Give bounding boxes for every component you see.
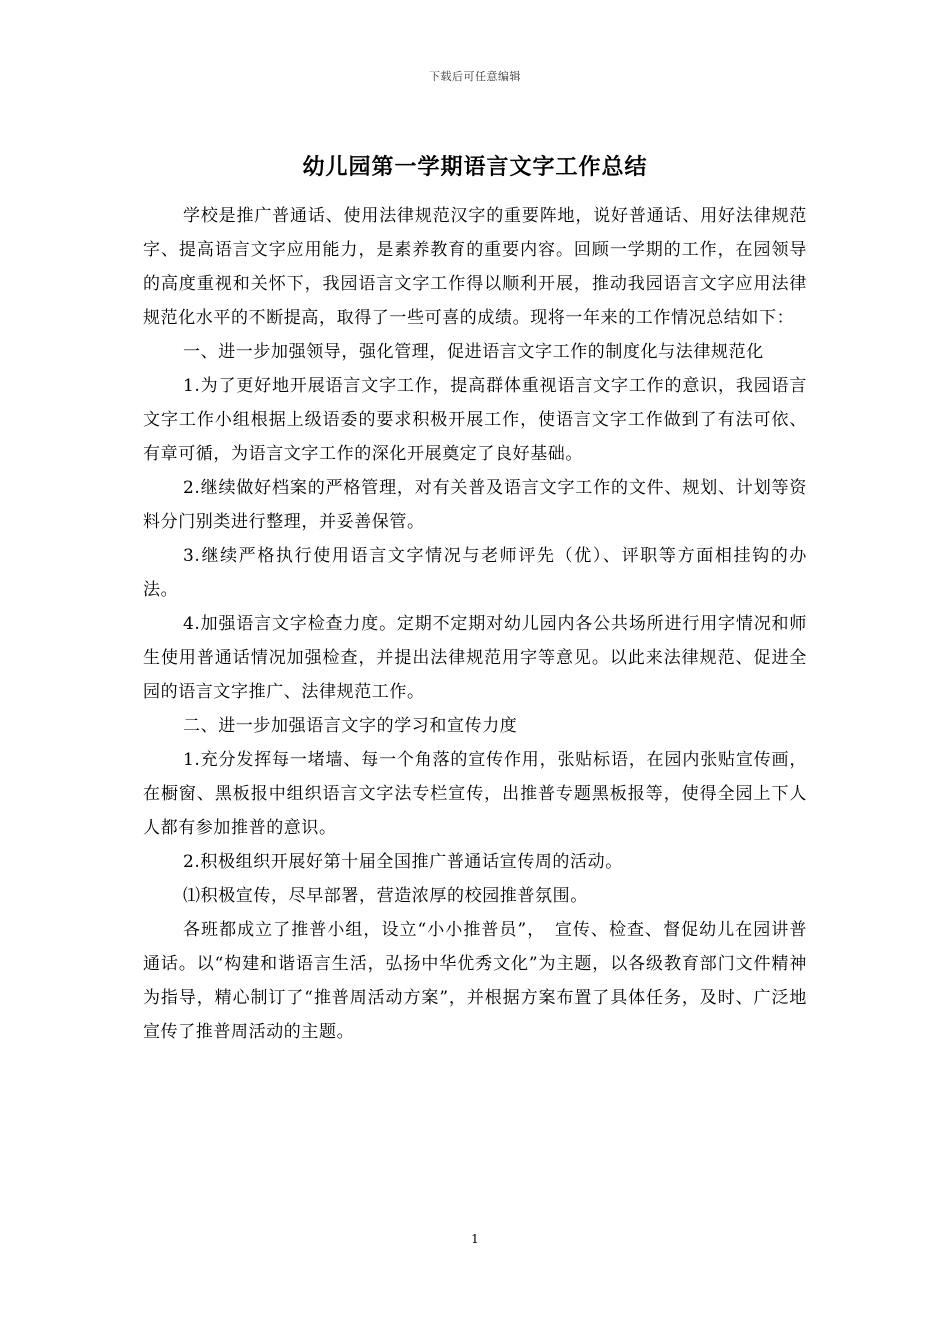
- paragraph-item-1-4: 4.加强语言文字检查力度。定期不定期对幼儿园内各公共场所进行用字情况和师生使用普通话情况加强检查，并提出法律规范用字等意见。以此来法律规范、促进全园的语言文字推广、法律规范工作。: [143, 614, 807, 702]
- paragraph-subitem-2-2-1: ⑴积极宣传，尽早部署，营造浓厚的校园推普氛围。: [183, 886, 588, 906]
- paragraph-detail: 各班都成立了推普小组，设立“小小推普员”， 宣传、检查、督促幼儿在园讲普通话。以“构建和谐语言生活，弘扬中华优秀文化”为主题，以各级教育部门文件精神为指导，精心制订了“推普周活动方案”，并根据方案布置了具体任务，及时、广泛地宣传了推普周活动的主题。: [143, 920, 807, 1042]
- document-title: 幼儿园第一学期语言文字工作总结: [302, 155, 648, 180]
- paragraph-item-1-1: 1.为了更好地开展语言文字工作，提高群体重视语言文字工作的意识，我园语言文字工作小组根据上级语委的要求积极开展工作，使语言文字工作做到了有法可依、有章可循，为语言文字工作的深化开展奠定了良好基础。: [143, 376, 807, 464]
- paragraph-item-2-1: 1.充分发挥每一堵墙、每一个角落的宣传作用，张贴标语，在园内张贴宣传画，在橱窗、黑板报中组织语言文字法专栏宣传，出推普专题黑板报等，使得全园上下人人都有参加推普的意识。: [143, 750, 807, 838]
- paragraph-item-1-3: 3.继续严格执行使用语言文字情况与老师评先（优）、评职等方面相挂钩的办法。: [143, 546, 807, 600]
- page-number: 1: [471, 1232, 479, 1246]
- section-heading-1: 一、进一步加强领导，强化管理，促进语言文字工作的制度化与法律规范化: [183, 342, 764, 362]
- page-header-note: 下载后可任意编辑: [429, 70, 521, 83]
- paragraph-intro: 学校是推广普通话、使用法律规范汉字的重要阵地，说好普通话、用好法律规范字、提高语言文字应用能力，是素养教育的重要内容。回顾一学期的工作，在园领导的高度重视和关怀下，我园语言文字工作得以顺利开展，推动我园语言文字应用法律规范化水平的不断提高，取得了一些可喜的成绩。现将一年来的工作情况总结如下：: [143, 206, 807, 328]
- section-heading-2: 二、进一步加强语言文字的学习和宣传力度: [183, 716, 518, 736]
- paragraph-item-1-2: 2.继续做好档案的严格管理，对有关普及语言文字工作的文件、规划、计划等资料分门别类进行整理，并妥善保管。: [143, 478, 807, 532]
- document-body: [143, 199, 807, 1049]
- paragraph-item-2-2: 2.积极组织开展好第十届全国推广普通话宣传周的活动。: [183, 852, 623, 872]
